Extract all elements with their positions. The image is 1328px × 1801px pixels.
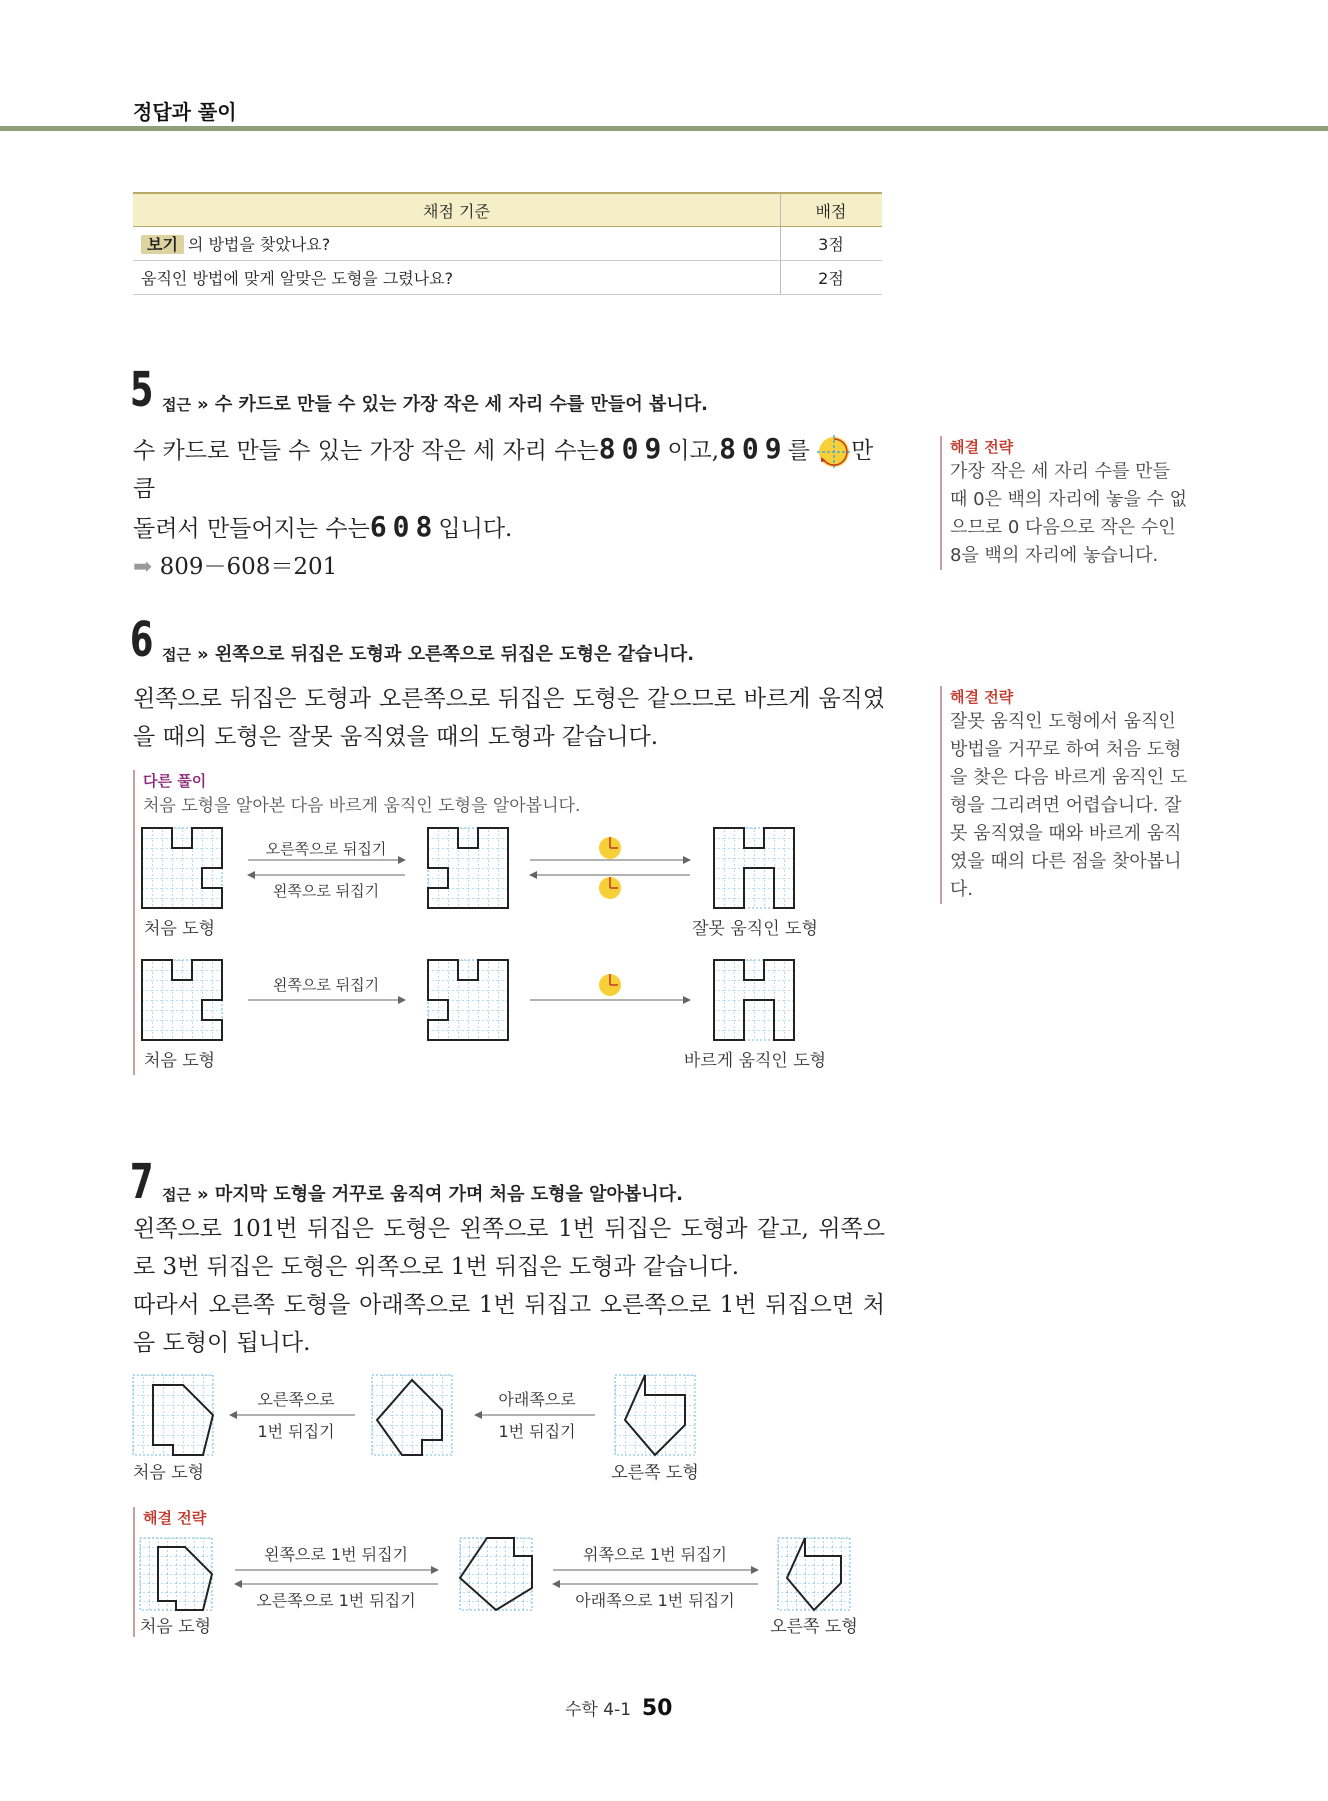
q6-solution: 왼쪽으로 뒤집은 도형과 오른쪽으로 뒤집은 도형은 같으므로 바르게 움직였을 때의 도형은 잘못 움직였을 때의 도형과 같습니다. [133, 686, 885, 750]
approach-heading [162, 640, 694, 666]
strategy-sidebar [940, 686, 1190, 904]
right-shape [778, 1538, 850, 1610]
criteria-header: 채점 기준 [133, 193, 781, 227]
arrow-label: 아래쪽으로 [498, 1390, 576, 1409]
arrow-label-right: 오른쪽으로 뒤집기 [265, 840, 387, 858]
arrow-label: 1번 뒤집기 [257, 1422, 335, 1441]
points-value: 2점 [781, 261, 883, 295]
q5-solution: 수 카드로 만들 수 있는 가장 작은 세 자리 수는809이고,809를 만큼 돌려서 만들어지는 수는608입니다. ➡ 809－608＝201 [133, 432, 874, 580]
q7-text-1: 왼쪽으로 101번 뒤집은 도형은 왼쪽으로 1번 뒤집은 도형과 같고, 위쪽으로 3번 뒤집은 도형은 위쪽으로 1번 뒤집은 도형과 같습니다. [133, 1216, 885, 1280]
q7-text-2: 따라서 오른쪽 도형을 아래쪽으로 1번 뒤집고 오른쪽으로 1번 뒤집으면 처음 도형이 됩니다. [133, 1292, 885, 1356]
initial-shape [142, 960, 222, 1040]
approach-label: 접근 [162, 646, 191, 664]
flipped-shape [428, 960, 508, 1040]
approach-label: 접근 [162, 1186, 191, 1204]
arrow-label: 아래쪽으로 1번 뒤집기 [575, 1591, 735, 1610]
initial-shape [140, 1538, 212, 1610]
strategy-tag: 해결 전략 [950, 688, 1014, 706]
footer-subject: 수학 4-1 [565, 1700, 632, 1720]
digit-cards: 809 [719, 432, 788, 465]
approach-text: 마지막 도형을 거꾸로 움직여 가며 처음 도형을 알아봅니다. [214, 1184, 683, 1205]
criteria-text: 움직인 방법에 맞게 알맞은 도형을 그렸나요? [133, 261, 781, 295]
caption-initial: 처음 도형 [144, 1051, 216, 1071]
approach-text: 수 카드로 만들 수 있는 가장 작은 세 자리 수를 만들어 봅니다. [214, 394, 708, 415]
points-header: 배점 [781, 193, 883, 227]
quarter-turn-clock-icon [599, 837, 621, 859]
digit-cards: 809 [598, 432, 668, 465]
intermediate-shape [460, 1538, 532, 1610]
points-value: 3점 [781, 227, 883, 261]
strategy-text: 가장 작은 세 자리 수를 만들 때 0은 백의 자리에 놓을 수 없으므로 0 다음으로 작은 수인 8을 백의 자리에 놓습니다. [950, 461, 1188, 566]
caption-right: 오른쪽 도형 [611, 1463, 699, 1483]
page-header-title: 정답과 풀이 [133, 100, 237, 124]
q7-diagram-1 [130, 1370, 890, 1490]
wrong-moved-shape [714, 828, 794, 908]
arrow-label: 왼쪽으로 1번 뒤집기 [264, 1545, 408, 1564]
approach-arrow-icon: » [196, 644, 215, 665]
header-divider [0, 126, 1328, 131]
caption-correct: 바르게 움직인 도형 [683, 1051, 827, 1071]
digit-cards: 608 [369, 510, 439, 543]
arrow-right-icon: ➡ [133, 554, 160, 580]
approach-arrow-icon: » [196, 394, 215, 415]
scoring-table [133, 192, 882, 295]
table-row [133, 261, 882, 295]
caption-wrong: 잘못 움직인 도형 [692, 919, 818, 939]
approach-arrow-icon: » [196, 1184, 215, 1205]
flipped-shape [428, 828, 508, 908]
right-shape [615, 1375, 695, 1455]
arrow-label: 1번 뒤집기 [498, 1422, 576, 1441]
question-number: 7 [130, 1154, 154, 1210]
intermediate-shape [372, 1375, 452, 1455]
strategy-tag: 해결 전략 [143, 1509, 207, 1527]
caption-initial: 처음 도형 [144, 919, 216, 939]
arrow-label: 오른쪽으로 1번 뒤집기 [256, 1591, 416, 1610]
question-number: 6 [130, 612, 154, 668]
half-turn-clock-icon [599, 877, 621, 899]
arrow-label: 오른쪽으로 [257, 1390, 335, 1409]
approach-heading [162, 390, 708, 416]
strategy-sidebar [940, 436, 1190, 570]
quarter-turn-clock-icon [817, 435, 851, 469]
alt-text: 처음 도형을 알아본 다음 바르게 움직인 도형을 알아봅니다. [143, 796, 581, 816]
arrow-label-left: 왼쪽으로 뒤집기 [272, 882, 380, 900]
question-number: 5 [130, 362, 154, 418]
alt-tag: 다른 풀이 [143, 772, 207, 790]
caption-right: 오른쪽 도형 [770, 1617, 858, 1637]
caption-initial: 처음 도형 [133, 1463, 205, 1483]
q7-solution [133, 1210, 885, 1362]
correct-moved-shape [714, 960, 794, 1040]
approach-heading [162, 1180, 683, 1206]
q7-diagram-2 [138, 1532, 898, 1637]
caption-initial: 처음 도형 [140, 1617, 212, 1637]
criteria-text: 의 방법을 찾았나요? [187, 235, 331, 254]
table-row [133, 227, 882, 261]
arrow-label: 위쪽으로 1번 뒤집기 [583, 1545, 727, 1564]
arrow-label-left: 왼쪽으로 뒤집기 [272, 976, 380, 994]
approach-label: 접근 [162, 396, 191, 414]
strategy-tag: 해결 전략 [950, 438, 1014, 456]
bogi-tag: 보기 [141, 235, 184, 254]
strategy-text: 잘못 움직인 도형에서 움직인 방법을 거꾸로 하여 처음 도형을 찾은 다음 바르게 움직인 도형을 그리려면 어렵습니다. 잘못 움직였을 때와 바르게 움직였을 때의 다른 점을 찾아봅니다. [950, 711, 1188, 900]
page-number: 50 [641, 1696, 673, 1721]
approach-text: 왼쪽으로 뒤집은 도형과 오른쪽으로 뒤집은 도형은 같습니다. [214, 644, 695, 665]
equation: 809－608＝201 [159, 554, 338, 580]
initial-shape [142, 828, 222, 908]
quarter-turn-clock-icon [599, 974, 621, 996]
page-footer [565, 1695, 672, 1721]
initial-shape [133, 1375, 213, 1455]
q6-diagram [130, 820, 830, 1080]
